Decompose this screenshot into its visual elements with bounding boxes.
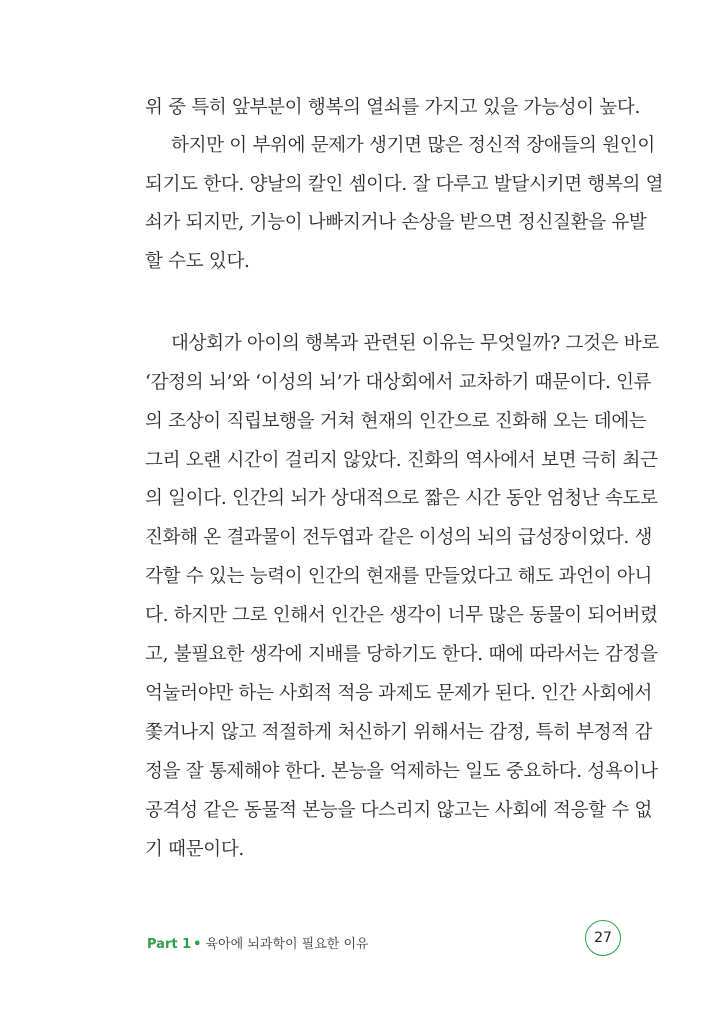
running-footer — [147, 933, 369, 952]
page-number-badge — [585, 920, 621, 956]
page-number: 27 — [594, 930, 612, 946]
text-line: 대상회가 아이의 행복과 관련된 이유는 무엇일까? 그것은 바로 — [171, 333, 659, 354]
text-line: 할 수도 있다. — [145, 251, 250, 272]
text-line: 억눌러야만 하는 사회적 적응 과제도 문제가 된다. 인간 사회에서 — [145, 683, 653, 704]
text-line: 각할 수 있는 능력이 인간의 현재를 만들었다고 해도 과언이 아니 — [145, 566, 653, 587]
text-line: 의 일이다. 인간의 뇌가 상대적으로 짧은 시간 동안 엄청난 속도로 — [145, 488, 658, 509]
text-line: 기 때문이다. — [145, 839, 245, 860]
text-line: 그리 오랜 시간이 걸리지 않았다. 진화의 역사에서 보면 극히 최근 — [145, 450, 658, 471]
text-line: 하지만 이 부위에 문제가 생기면 많은 정신적 장애들의 원인이 — [171, 135, 655, 156]
text-line: 쫓겨나지 않고 적절하게 처신하기 위해서는 감정, 특히 부정적 감 — [145, 722, 653, 743]
chapter-title: 육아에 뇌과학이 필요한 이유 — [205, 937, 369, 952]
text-line: 다. 하지만 그로 인해서 인간은 생각이 너무 많은 동물이 되어버렸 — [145, 605, 658, 626]
text-line: 되기도 한다. 양날의 칼인 셈이다. 잘 다루고 발달시키면 행복의 열 — [145, 174, 664, 195]
text-line: 공격성 같은 동물적 본능을 다스리지 않고는 사회에 적응할 수 없 — [145, 800, 653, 821]
text-line: 정을 잘 통제해야 한다. 본능을 억제하는 일도 중요하다. 성욕이나 — [145, 761, 658, 782]
text-line: 쇠가 되지만, 기능이 나빠지거나 손상을 받으면 정신질환을 유발 — [145, 212, 647, 233]
text-line: 고, 불필요한 생각에 지배를 당하기도 한다. 때에 따라서는 감정을 — [145, 644, 658, 665]
bullet-separator: • — [193, 937, 202, 952]
text-line: ‘감정의 뇌’와 ‘이성의 뇌’가 대상회에서 교차하기 때문이다. 인류 — [145, 372, 652, 393]
text-line: 위 중 특히 앞부분이 행복의 열쇠를 가지고 있을 가능성이 높다. — [145, 97, 641, 118]
part-label: Part 1 — [147, 937, 192, 952]
text-line: 의 조상이 직립보행을 거쳐 현재의 인간으로 진화해 오는 데에는 — [145, 411, 647, 432]
text-line: 진화해 온 결과물이 전두엽과 같은 이성의 뇌의 급성장이었다. 생 — [145, 527, 653, 548]
